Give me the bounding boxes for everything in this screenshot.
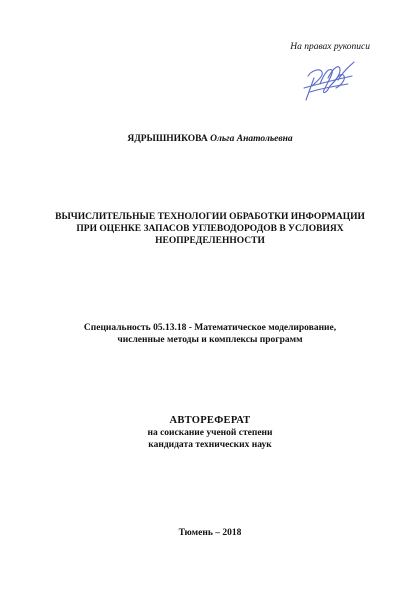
author-surname: ЯДРЫШНИКОВА xyxy=(127,134,208,144)
handwritten-signature-icon xyxy=(300,56,360,104)
title-line: НЕОПРЕДЕЛЕННОСТИ xyxy=(155,236,265,246)
title-line: ВЫЧИСЛИТЕЛЬНЫЕ ТЕХНОЛОГИИ ОБРАБОТКИ ИНФОРМАЦИИ xyxy=(55,212,365,222)
specialty-line: численные методы и комплексы программ xyxy=(117,335,303,345)
degree-line: кандидата технических наук xyxy=(148,440,272,450)
degree-line: на соискание ученой степени xyxy=(147,428,273,438)
abstract-heading: АВТОРЕФЕРАТ xyxy=(169,415,251,426)
author-given-names: Ольга Анатольевна xyxy=(210,134,293,144)
rights-note: На правах рукописи xyxy=(290,42,370,52)
place-year: Тюмень – 2018 xyxy=(178,528,242,538)
author-name xyxy=(0,134,420,144)
dissertation-title xyxy=(20,211,400,247)
specialty-line: Специальность 05.13.18 - Математическое моделирование, xyxy=(83,323,337,333)
title-line: ПРИ ОЦЕНКЕ ЗАПАСОВ УГЛЕВОДОРОДОВ В УСЛОВИЯХ xyxy=(76,224,344,234)
specialty-block xyxy=(10,322,410,346)
abstract-block xyxy=(0,415,420,451)
